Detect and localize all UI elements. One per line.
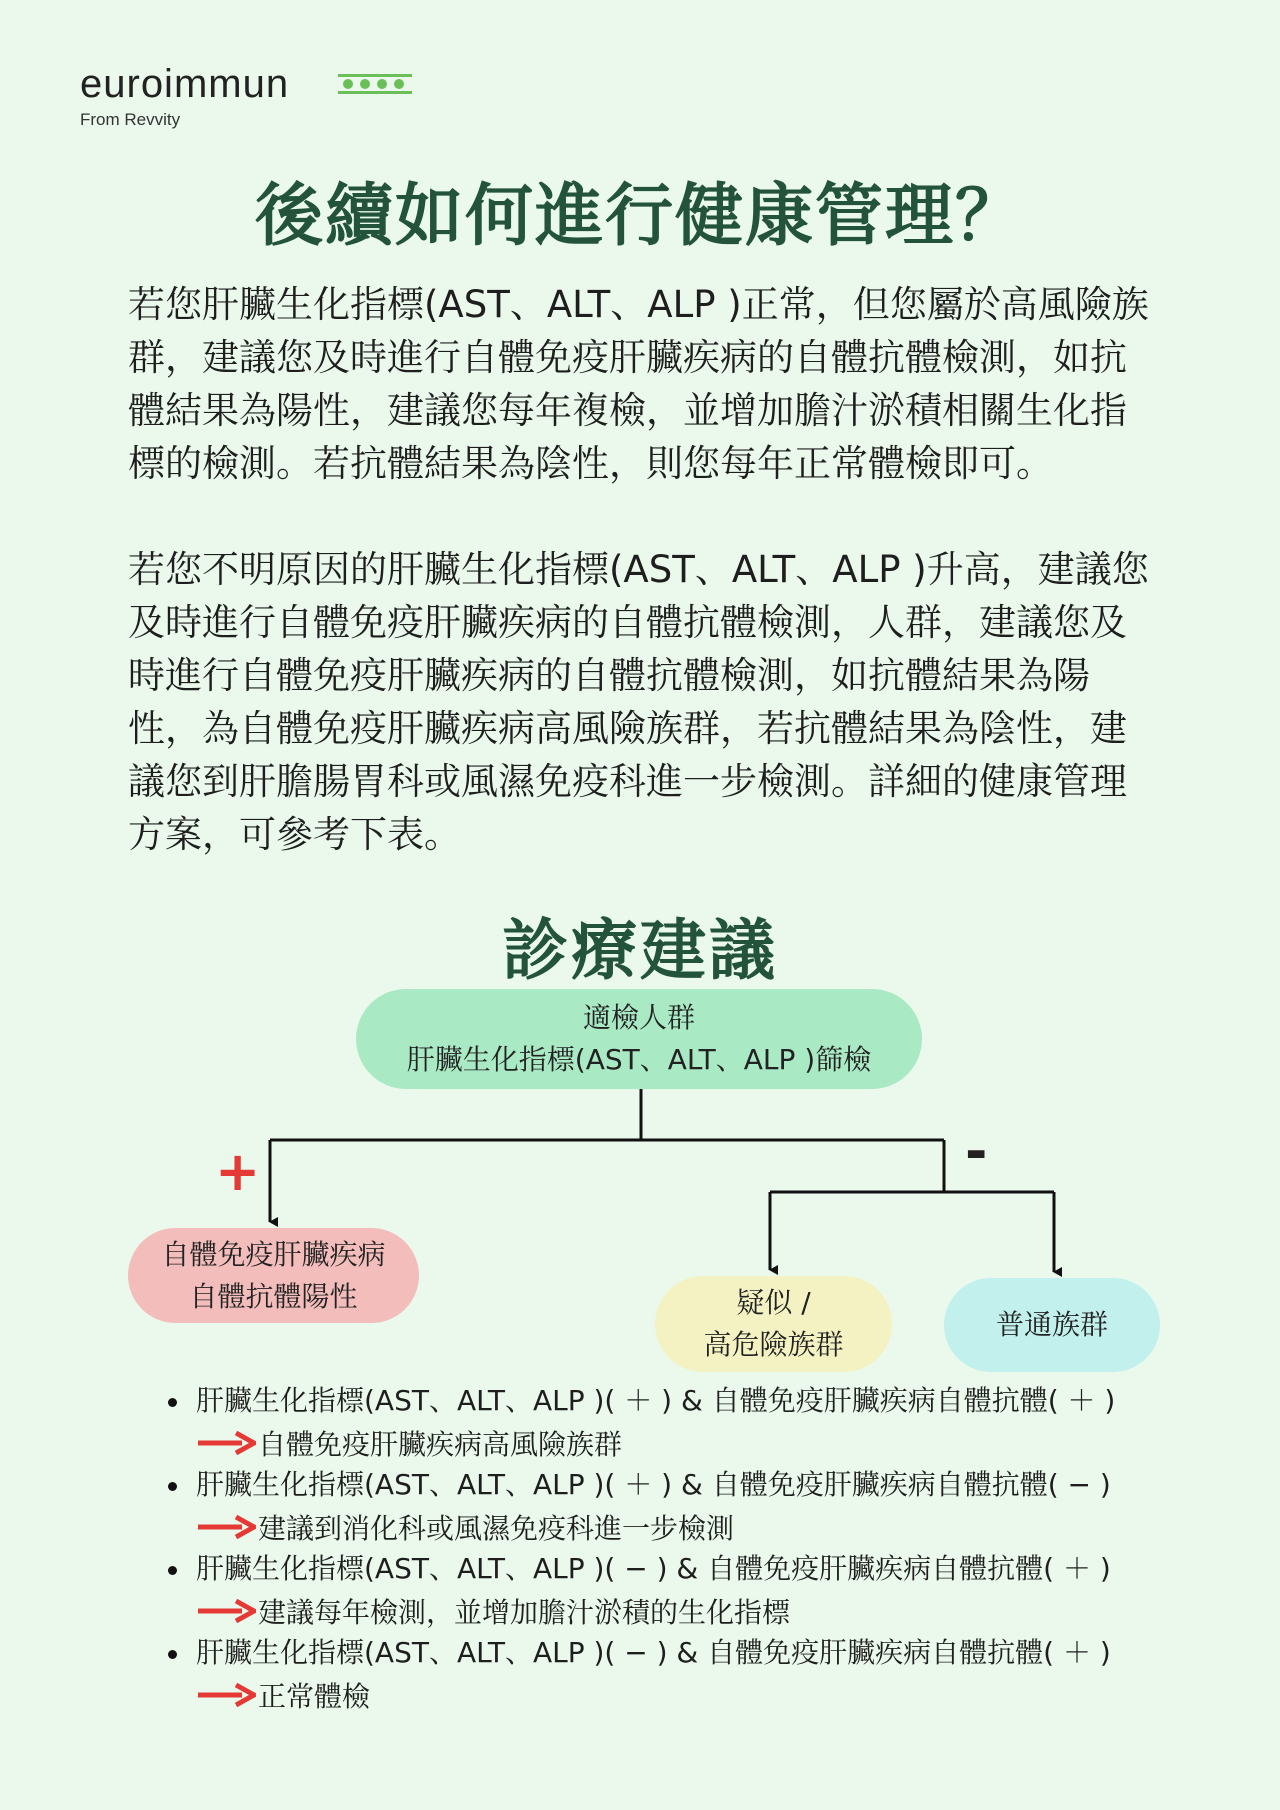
recommendation-result: 建議到消化科或風濕免疫科進一步檢測 <box>258 1512 735 1545</box>
page-title: 後續如何進行健康管理？ <box>254 177 1025 256</box>
right-arrow-icon <box>196 1515 256 1539</box>
bullet-icon <box>168 1398 177 1407</box>
recommendation-result: 建議每年檢測，並增加膽汁淤積的生化指標 <box>258 1596 791 1629</box>
recommendation-condition: 肝臟生化指標(AST、ALT、ALP )( − ) & 自體免疫肝臟疾病自體抗體( ＋ ) <box>196 1552 1111 1585</box>
recommendation-condition: 肝臟生化指標(AST、ALT、ALP )( − ) & 自體免疫肝臟疾病自體抗體( ＋ ) <box>196 1636 1111 1669</box>
flow-node-normal-line1: 普通族群 <box>995 1308 1108 1341</box>
brand-tagline: From Revvity <box>80 110 181 129</box>
intro-paragraph-2: 若您不明原因的肝臟生化指標(AST、ALT、ALP )升高，建議您及時進行自體免疫肝臟疾病的自體抗體檢測，人群，建議您及時進行自體免疫肝臟疾病的自體抗體檢測，如抗體結果為陽性，為自體免疫肝臟疾病高風險族群，若抗體結果為陰性，建議您到肝膽腸胃科或風濕免疫科進一步檢測。詳細的健康管理方案，可參考下表。 <box>128 548 1149 856</box>
section-title: 診療建議 <box>502 912 778 989</box>
flow-node-suspected-line1: 疑似 / <box>736 1286 811 1319</box>
list-item <box>160 1548 1180 1632</box>
negative-sign: - <box>965 1120 988 1183</box>
positive-sign: + <box>215 1140 261 1203</box>
bullet-icon <box>168 1482 177 1491</box>
flow-node-screening-line1: 適檢人群 <box>582 1001 695 1034</box>
list-item <box>160 1380 1180 1464</box>
right-arrow-icon <box>196 1599 256 1623</box>
flow-node-screening <box>356 989 922 1089</box>
bullet-icon <box>168 1566 177 1575</box>
flow-node-normal <box>944 1278 1160 1372</box>
flow-node-positive-line1: 自體免疫肝臟疾病 <box>161 1237 386 1271</box>
recommendation-result: 自體免疫肝臟疾病高風險族群 <box>258 1428 623 1461</box>
intro-paragraph-1: 若您肝臟生化指標(AST、ALT、ALP )正常，但您屬於高風險族群，建議您及時進行自體免疫肝臟疾病的自體抗體檢測，如抗體結果為陽性，建議您每年複檢，並增加膽汁淤積相關生化指標的檢測。若抗體結果為陰性，則您每年正常體檢即可。 <box>128 283 1149 485</box>
brand-name: euroimmun <box>80 62 290 106</box>
recommendation-condition: 肝臟生化指標(AST、ALT、ALP )( ＋ ) & 自體免疫肝臟疾病自體抗體( − ) <box>196 1468 1111 1501</box>
list-item <box>160 1632 1180 1716</box>
flow-node-suspected-line2: 高危險族群 <box>703 1328 844 1361</box>
list-item <box>160 1464 1180 1548</box>
recommendation-condition: 肝臟生化指標(AST、ALT、ALP )( ＋ ) & 自體免疫肝臟疾病自體抗體( ＋ ) <box>196 1384 1116 1417</box>
recommendation-result: 正常體檢 <box>258 1680 371 1713</box>
flow-node-suspected <box>655 1276 892 1372</box>
recommendation-list <box>160 1380 1180 1716</box>
right-arrow-icon <box>196 1431 256 1455</box>
bullet-icon <box>168 1650 177 1659</box>
flow-node-screening-line2: 肝臟生化指標(AST、ALT、ALP )篩檢 <box>406 1043 872 1076</box>
flow-node-positive-line2: 自體抗體陽性 <box>189 1279 358 1313</box>
right-arrow-icon <box>196 1683 256 1707</box>
flow-node-positive <box>128 1228 419 1323</box>
